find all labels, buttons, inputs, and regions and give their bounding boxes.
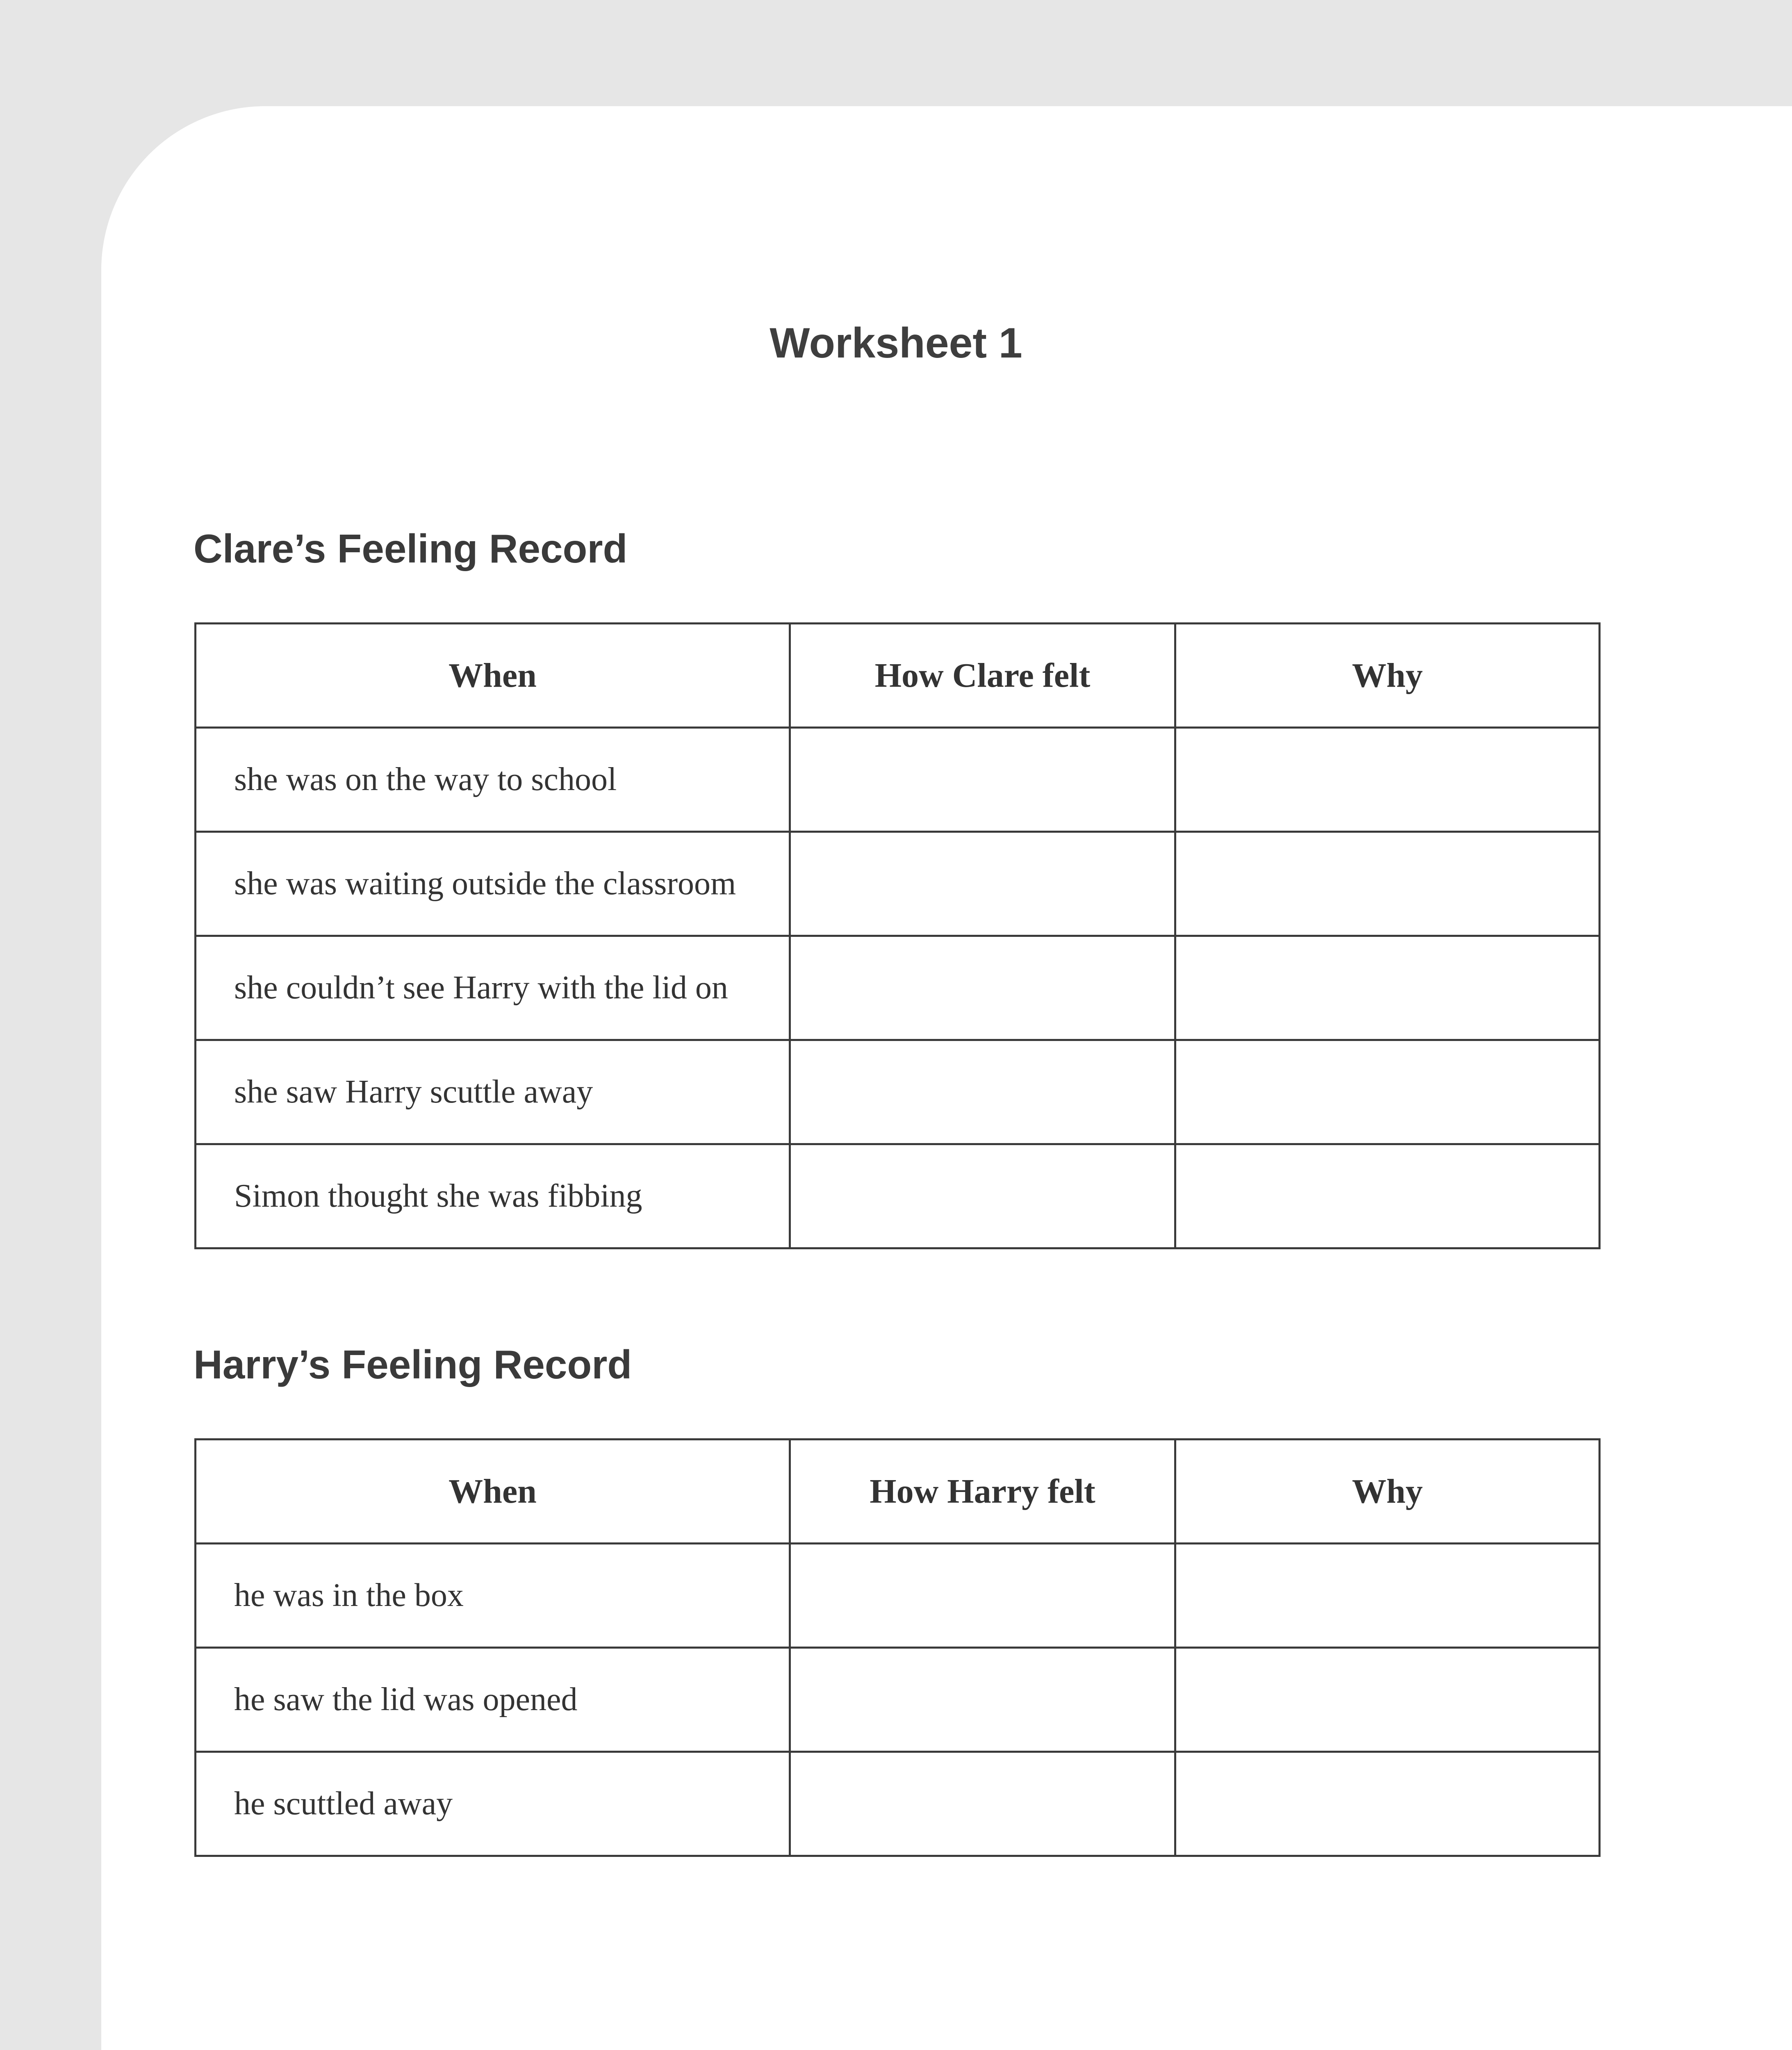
when-cell: she couldn’t see Harry with the lid on — [196, 936, 790, 1040]
table-row — [196, 1040, 1600, 1144]
when-cell: Simon thought she was fibbing — [196, 1144, 790, 1248]
table-row — [196, 832, 1600, 936]
why-answer-cell[interactable] — [1175, 1544, 1600, 1648]
table-header-row — [196, 624, 1600, 728]
felt-answer-cell[interactable] — [790, 1144, 1175, 1248]
when-cell: he saw the lid was opened — [196, 1648, 790, 1752]
when-cell: she was on the way to school — [196, 728, 790, 832]
why-answer-cell[interactable] — [1175, 832, 1600, 936]
table-row — [196, 1648, 1600, 1752]
when-cell: he scuttled away — [196, 1752, 790, 1856]
when-cell: she saw Harry scuttle away — [196, 1040, 790, 1144]
why-answer-cell[interactable] — [1175, 936, 1600, 1040]
why-answer-cell[interactable] — [1175, 1648, 1600, 1752]
table-header-row — [196, 1440, 1600, 1544]
harry-record-heading: Harry’s Feeling Record — [194, 1342, 632, 1387]
felt-answer-cell[interactable] — [790, 936, 1175, 1040]
felt-answer-cell[interactable] — [790, 832, 1175, 936]
table-row — [196, 1144, 1600, 1248]
felt-answer-cell[interactable] — [790, 1040, 1175, 1144]
column-header-why: Why — [1175, 624, 1600, 728]
felt-answer-cell[interactable] — [790, 1648, 1175, 1752]
why-answer-cell[interactable] — [1175, 1752, 1600, 1856]
felt-answer-cell[interactable] — [790, 728, 1175, 832]
table-row — [196, 728, 1600, 832]
table-row — [196, 1752, 1600, 1856]
when-cell: she was waiting outside the classroom — [196, 832, 790, 936]
felt-answer-cell[interactable] — [790, 1752, 1175, 1856]
column-header-how-felt: How Clare felt — [790, 624, 1175, 728]
table-row — [196, 936, 1600, 1040]
table-row — [196, 1544, 1600, 1648]
column-header-why: Why — [1175, 1440, 1600, 1544]
column-header-when: When — [196, 1440, 790, 1544]
harry-feeling-table — [194, 1438, 1601, 1857]
why-answer-cell[interactable] — [1175, 1040, 1600, 1144]
why-answer-cell[interactable] — [1175, 1144, 1600, 1248]
felt-answer-cell[interactable] — [790, 1544, 1175, 1648]
column-header-how-felt: How Harry felt — [790, 1440, 1175, 1544]
column-header-when: When — [196, 624, 790, 728]
clare-record-heading: Clare’s Feeling Record — [194, 526, 628, 571]
why-answer-cell[interactable] — [1175, 728, 1600, 832]
page-title: Worksheet 1 — [770, 319, 1022, 367]
when-cell: he was in the box — [196, 1544, 790, 1648]
clare-feeling-table — [194, 622, 1601, 1249]
